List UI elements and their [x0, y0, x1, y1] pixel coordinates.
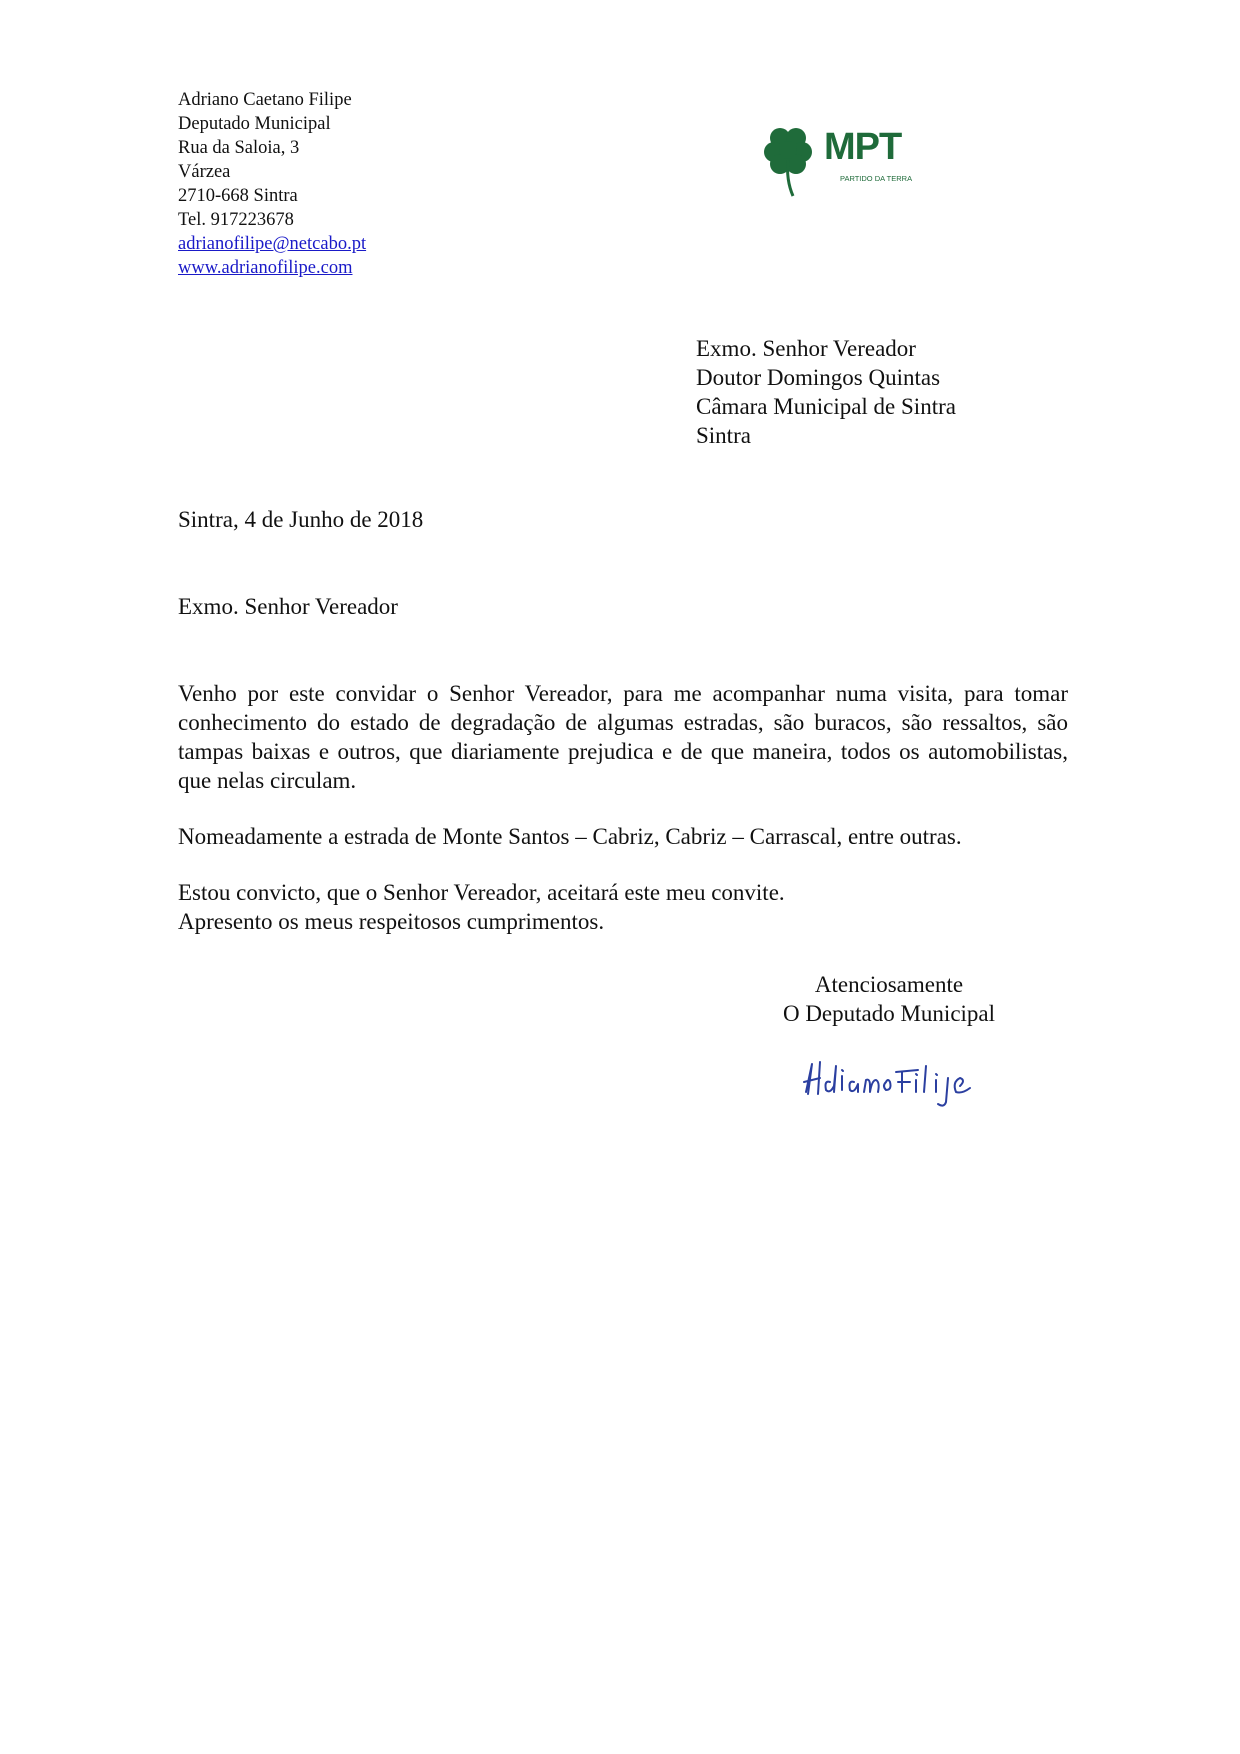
letter-date: Sintra, 4 de Junho de 2018 — [178, 507, 424, 532]
sender-address-block — [178, 88, 366, 280]
body-line: Apresento os meus respeitosos cumprimentos. — [178, 909, 605, 934]
body-paragraph: Nomeadamente a estrada de Monte Santos – Cabriz, Cabriz – Carrascal, entre outras. — [178, 824, 962, 849]
sender-role: Deputado Municipal — [178, 114, 331, 134]
sender-postal: 2710-668 Sintra — [178, 186, 298, 206]
sender-website-link[interactable]: www.adrianofilipe.com — [178, 258, 353, 278]
sender-email-link[interactable]: adrianofilipe@netcabo.pt — [178, 234, 367, 254]
salutation: Exmo. Senhor Vereador — [178, 594, 398, 619]
body-line: Estou convicto, que o Senhor Vereador, aceitará este meu convite. — [178, 880, 785, 905]
body-paragraph: Venho por este convidar o Senhor Vereador, para me acompanhar numa visita, para tomar conhecimento do estado de degradação de algumas estradas, são buracos, são ressaltos, são tampas baixas e outros, que diariamente prejudica e de que maneira, todos os automobilistas, que nelas circulam. — [178, 681, 1068, 793]
logo-text: MPT — [824, 126, 902, 168]
sender-locality: Várzea — [178, 162, 231, 182]
closing-block — [764, 970, 1014, 1028]
recipient-block — [696, 334, 956, 450]
handwritten-signature — [798, 1052, 998, 1112]
recipient-line: Exmo. Senhor Vereador — [696, 336, 916, 361]
mpt-logo — [758, 120, 948, 200]
recipient-line: Câmara Municipal de Sintra — [696, 394, 956, 419]
four-leaf-clover-icon — [758, 120, 828, 200]
recipient-line: Doutor Domingos Quintas — [696, 365, 941, 390]
recipient-line: Sintra — [696, 423, 751, 448]
sender-phone: Tel. 917223678 — [178, 210, 294, 230]
sender-name: Adriano Caetano Filipe — [178, 90, 352, 110]
closing-line: O Deputado Municipal — [782, 1001, 996, 1026]
body-paragraph — [178, 878, 1068, 936]
logo-subtitle: PARTIDO DA TERRA — [840, 174, 913, 183]
letter-body — [178, 679, 1068, 936]
sender-street: Rua da Saloia, 3 — [178, 138, 300, 158]
closing-line: Atenciosamente — [814, 972, 964, 997]
